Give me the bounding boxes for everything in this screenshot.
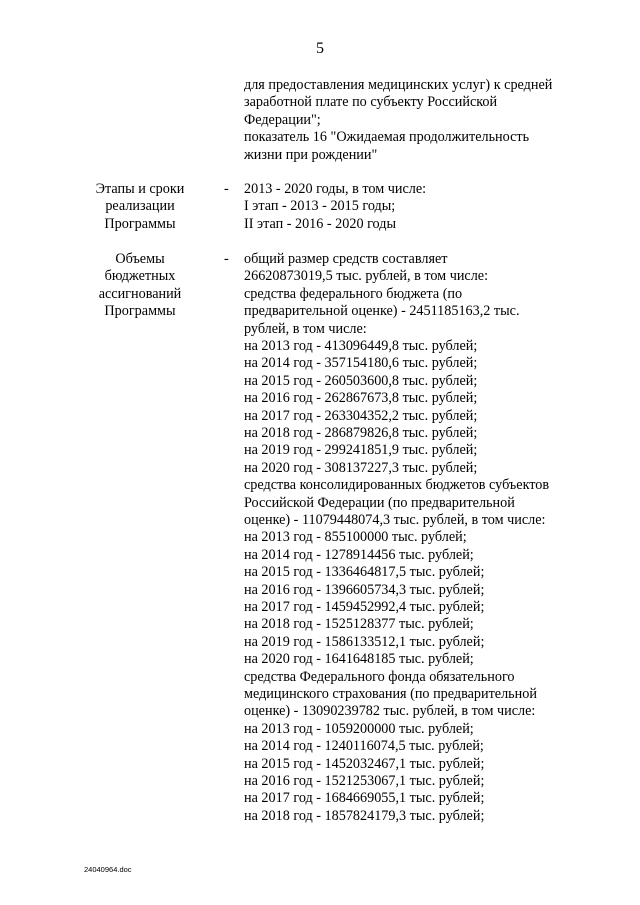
funding-dash: - <box>224 251 229 267</box>
text-line: на 2017 год - 1459452992,4 тыс. рублей; <box>244 599 485 615</box>
text-line: средства федерального бюджета (по <box>244 285 463 302</box>
label-line: Программы <box>104 303 176 320</box>
text-line: на 2018 год - 1525128377 тыс. рублей; <box>244 616 474 633</box>
text-line: 2013 - 2020 годы, в том числе: <box>244 181 427 197</box>
text-line: 26620873019,5 тыс. рублей, в том числе: <box>244 268 489 285</box>
label-line: Этапы и сроки <box>95 181 185 197</box>
text-line: I этап - 2013 - 2015 годы; <box>244 198 396 215</box>
text-line: средства Федерального фонда обязательного <box>244 668 515 685</box>
text-line: на 2015 год - 1452032467,1 тыс. рублей; <box>244 755 485 772</box>
text-line: жизни при рождении" <box>244 146 378 163</box>
text-line: на 2014 год - 357154180,6 тыс. рублей; <box>244 355 478 372</box>
text-line: общий размер средств составляет <box>244 251 448 267</box>
text-line: показатель 16 "Ожидаемая продолжительность <box>244 129 530 146</box>
label-line: Программы <box>104 215 176 232</box>
text-line: на 2018 год - 1857824179,3 тыс. рублей; <box>244 807 485 824</box>
text-line: на 2018 год - 286879826,8 тыс. рублей; <box>244 425 478 441</box>
text-line: на 2016 год - 1521253067,1 тыс. рублей; <box>244 773 485 789</box>
label-line: ассигнований <box>98 285 182 302</box>
text-line: на 2013 год - 855100000 тыс. рублей; <box>244 529 467 546</box>
text-line: средства консолидированных бюджетов субъектов <box>244 477 550 494</box>
text-line: на 2019 год - 299241851,9 тыс. рублей; <box>244 442 478 459</box>
text-line: на 2014 год - 1278914456 тыс. рублей; <box>244 546 474 563</box>
text-line: на 2015 год - 1336464817,5 тыс. рублей; <box>244 564 485 581</box>
page-number: 5 <box>316 40 324 57</box>
text-line: рублей, в том числе: <box>244 320 367 337</box>
text-line: оценке) - 13090239782 тыс. рублей, в том числе: <box>244 703 536 720</box>
text-line: Российской Федерации (по предварительной <box>244 494 515 511</box>
stages-label <box>85 181 195 233</box>
text-line: на 2016 год - 262867673,8 тыс. рублей; <box>244 390 478 407</box>
text-line: на 2013 год - 1059200000 тыс. рублей; <box>244 720 474 737</box>
text-line: на 2020 год - 308137227,3 тыс. рублей; <box>244 459 478 476</box>
text-line: на 2020 год - 1641648185 тыс. рублей; <box>244 651 474 668</box>
text-line: предварительной оценке) - 2451185163,2 тыс. <box>244 303 520 320</box>
text-line: на 2015 год - 260503600,8 тыс. рублей; <box>244 372 478 389</box>
text-line: на 2019 год - 1586133512,1 тыс. рублей; <box>244 633 485 650</box>
text-line: медицинского страхования (по предварительной <box>244 686 537 702</box>
text-line: Федерации"; <box>244 111 321 128</box>
text-line: на 2013 год - 413096449,8 тыс. рублей; <box>244 338 478 354</box>
footer-filename: 24040964.doc <box>84 865 132 874</box>
label-line: бюджетных <box>104 268 176 285</box>
text-line: II этап - 2016 - 2020 годы <box>244 215 396 232</box>
text-line: оценке) - 11079448074,3 тыс. рублей, в том числе: <box>244 512 546 528</box>
label-line: реализации <box>105 198 175 215</box>
text-line: на 2014 год - 1240116074,5 тыс. рублей; <box>244 738 484 755</box>
funding-label <box>85 251 195 321</box>
text-line: на 2017 год - 263304352,2 тыс. рублей; <box>244 407 478 424</box>
stages-dash: - <box>224 181 229 197</box>
text-line: для предоставления медицинских услуг) к средней <box>244 77 553 93</box>
label-line: Объемы <box>115 251 165 267</box>
text-line: на 2016 год - 1396605734,3 тыс. рублей; <box>244 581 485 598</box>
text-line: заработной плате по субъекту Российской <box>244 94 498 111</box>
text-line: на 2017 год - 1684669055,1 тыс. рублей; <box>244 790 485 807</box>
